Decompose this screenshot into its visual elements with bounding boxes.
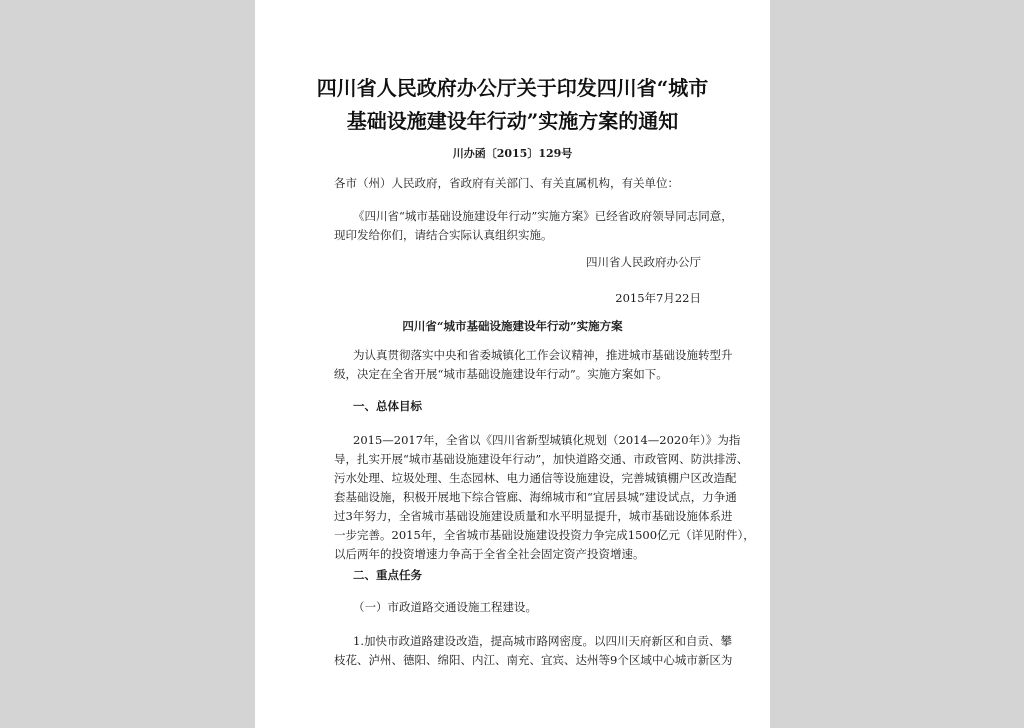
- document-number: 川办函〔2015〕129号: [452, 147, 573, 160]
- addressees: 各市（州）人民政府，省政府有关部门、有关直属机构，有关单位：: [334, 176, 679, 190]
- section-2-heading: 二、重点任务: [353, 568, 422, 582]
- section-1-line: 套基础设施，积极开展地下综合管廊、海绵城市和“宜居县城”建设试点，力争通: [334, 490, 737, 504]
- section-1-line: 导，扎实开展“城市基础设施建设年行动”，加快道路交通、市政管网、防洪排涝、: [334, 452, 749, 466]
- notice-paragraph-line-1: 《四川省“城市基础设施建设年行动”实施方案》已经省政府领导同志同意，: [353, 209, 733, 223]
- intro-line-2: 级，决定在全省开展“城市基础设施建设年行动”。实施方案如下。: [334, 367, 668, 381]
- section-1-line: 一步完善。2015年，全省城市基础设施建设投资力争完成1500亿元（详见附件），: [334, 528, 755, 542]
- notice-paragraph-line-2: 现印发给你们，请结合实际认真组织实施。: [334, 228, 553, 242]
- issuer: 四川省人民政府办公厅: [586, 255, 701, 269]
- section-1-line: 2015—2017年，全省以《四川省新型城镇化规划（2014—2020年）》为指: [353, 433, 741, 447]
- document-page: [255, 0, 770, 728]
- item-1-line-1: 1.加快市政道路建设改造，提高城市路网密度。以四川天府新区和自贡、攀: [353, 634, 732, 648]
- subsection-1-heading: （一）市政道路交通设施工程建设。: [353, 600, 537, 614]
- issue-date: 2015年7月22日: [615, 291, 701, 305]
- item-1-line-2: 枝花、泸州、德阳、绵阳、内江、南充、宜宾、达州等9个区域中心城市新区为: [334, 653, 733, 667]
- section-1-line: 污水处理、垃圾处理、生态园林、电力通信等设施建设，完善城镇棚户区改造配: [334, 471, 737, 485]
- section-1-heading: 一、总体目标: [353, 399, 422, 413]
- intro-line-1: 为认真贯彻落实中央和省委城镇化工作会议精神，推进城市基础设施转型升: [353, 348, 733, 362]
- document-title-line-2: 基础设施建设年行动”实施方案的通知: [346, 109, 679, 133]
- plan-title: 四川省“城市基础设施建设年行动”实施方案: [402, 319, 623, 333]
- section-1-line: 过3年努力，全省城市基础设施建设质量和水平明显提升，城市基础设施体系进: [334, 509, 733, 523]
- section-1-line: 以后两年的投资增速力争高于全省全社会固定资产投资增速。: [334, 547, 645, 561]
- document-title-line-1: 四川省人民政府办公厅关于印发四川省“城市: [316, 76, 709, 100]
